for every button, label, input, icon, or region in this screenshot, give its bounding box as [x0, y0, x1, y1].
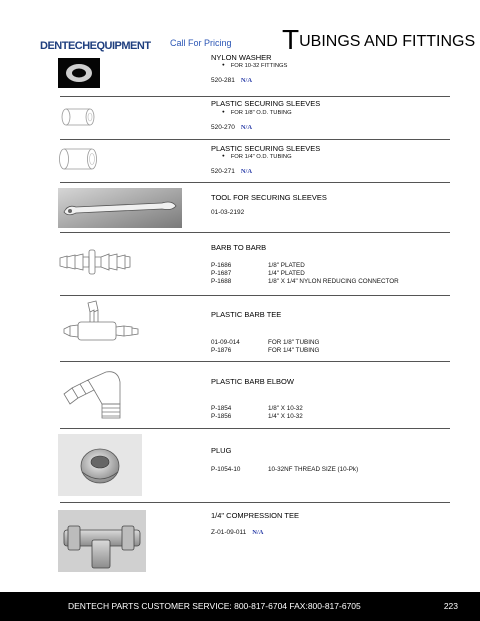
- part-number: 520-270: [211, 124, 235, 131]
- divider: [60, 96, 450, 97]
- item-bullet: ● FOR 1/8" O.D. TUBING: [222, 109, 292, 116]
- title-rest: UBINGS AND FITTINGS: [299, 33, 476, 50]
- customer-service-text: DENTECH PARTS CUSTOMER SERVICE: 800-817-6704 FAX:800-817-6705: [68, 601, 361, 611]
- divider: [60, 428, 450, 429]
- barb-to-barb-image: [55, 245, 135, 279]
- footer-bar: [0, 592, 480, 621]
- item-code: [211, 77, 252, 84]
- item-title: PLUG: [211, 446, 232, 455]
- divider: [60, 502, 450, 503]
- part-number: P-1876: [211, 347, 232, 354]
- part-description: 1/4" PLATED: [268, 270, 305, 277]
- part-number: P-1054-10: [211, 466, 241, 473]
- na-label: N/A: [252, 529, 264, 536]
- table-row: [211, 405, 303, 412]
- item-title: PLASTIC BARB TEE: [211, 310, 282, 319]
- part-number: P-1856: [211, 413, 232, 420]
- table-row: [211, 413, 303, 420]
- part-number: P-1688: [211, 278, 232, 285]
- part-number: 01-03-2192: [211, 209, 245, 216]
- part-number: 01-09-014: [211, 339, 240, 346]
- item-code: [211, 529, 264, 536]
- item-title: 1/4" COMPRESSION TEE: [211, 511, 299, 520]
- na-label: N/A: [240, 77, 253, 84]
- table-row: [211, 270, 305, 277]
- item-title: PLASTIC SECURING SLEEVES: [211, 144, 321, 153]
- part-number: P-1854: [211, 405, 232, 412]
- part-description: FOR 1/8" TUBING: [268, 339, 320, 346]
- compression-tee-image: [58, 510, 146, 572]
- item-title: NYLON WASHER: [211, 53, 272, 62]
- table-row: [211, 262, 305, 269]
- part-description: 1/8" PLATED: [268, 262, 305, 269]
- dentech-logo: DENTECHEQUIPMENT: [40, 40, 151, 52]
- table-row: [211, 347, 320, 354]
- item-bullet: ● FOR 10-32 FITTINGS: [222, 62, 287, 69]
- item-title: TOOL FOR SECURING SLEEVES: [211, 193, 327, 202]
- table-row: [211, 466, 359, 473]
- securing-sleeve-image: [58, 144, 102, 174]
- nylon-washer-image: [58, 58, 100, 88]
- part-description: FOR 1/4" TUBING: [268, 347, 320, 354]
- item-title: PLASTIC BARB ELBOW: [211, 377, 294, 386]
- item-title: BARB TO BARB: [211, 243, 267, 252]
- divider: [60, 232, 450, 233]
- part-description: 1/8" X 10-32: [268, 405, 303, 412]
- call-for-pricing: Call For Pricing: [170, 38, 232, 48]
- table-row: [211, 278, 399, 285]
- part-number: P-1687: [211, 270, 232, 277]
- plug-image: [58, 434, 142, 496]
- plastic-barb-elbow-image: [58, 364, 138, 422]
- securing-sleeve-image: [60, 104, 100, 130]
- title-initial: T: [282, 24, 300, 55]
- part-description: 10-32NF THREAD SIZE (10-Pk): [268, 466, 359, 473]
- divider: [60, 182, 450, 183]
- part-description: 1/4" X 10-32: [268, 413, 303, 420]
- item-code: [211, 124, 252, 131]
- page-number: 223: [443, 601, 458, 611]
- item-bullet: ● FOR 1/4" O.D. TUBING: [222, 153, 292, 160]
- divider: [60, 139, 450, 140]
- page-title: [282, 24, 475, 56]
- part-description: 1/8" X 1/4" NYLON REDUCING CONNECTOR: [268, 278, 399, 285]
- na-label: N/A: [240, 124, 253, 131]
- item-code: [211, 168, 252, 175]
- plastic-barb-tee-image: [60, 298, 144, 346]
- part-number: P-1686: [211, 262, 232, 269]
- item-code: [211, 209, 244, 216]
- divider: [60, 295, 450, 296]
- part-number: 520-271: [211, 168, 235, 175]
- item-title: PLASTIC SECURING SLEEVES: [211, 99, 321, 108]
- table-row: [211, 339, 320, 346]
- divider: [60, 361, 450, 362]
- securing-tool-image: [58, 188, 182, 228]
- part-number: Z-01-09-011: [211, 529, 247, 536]
- part-number: 520-281: [211, 77, 235, 84]
- na-label: N/A: [240, 168, 253, 175]
